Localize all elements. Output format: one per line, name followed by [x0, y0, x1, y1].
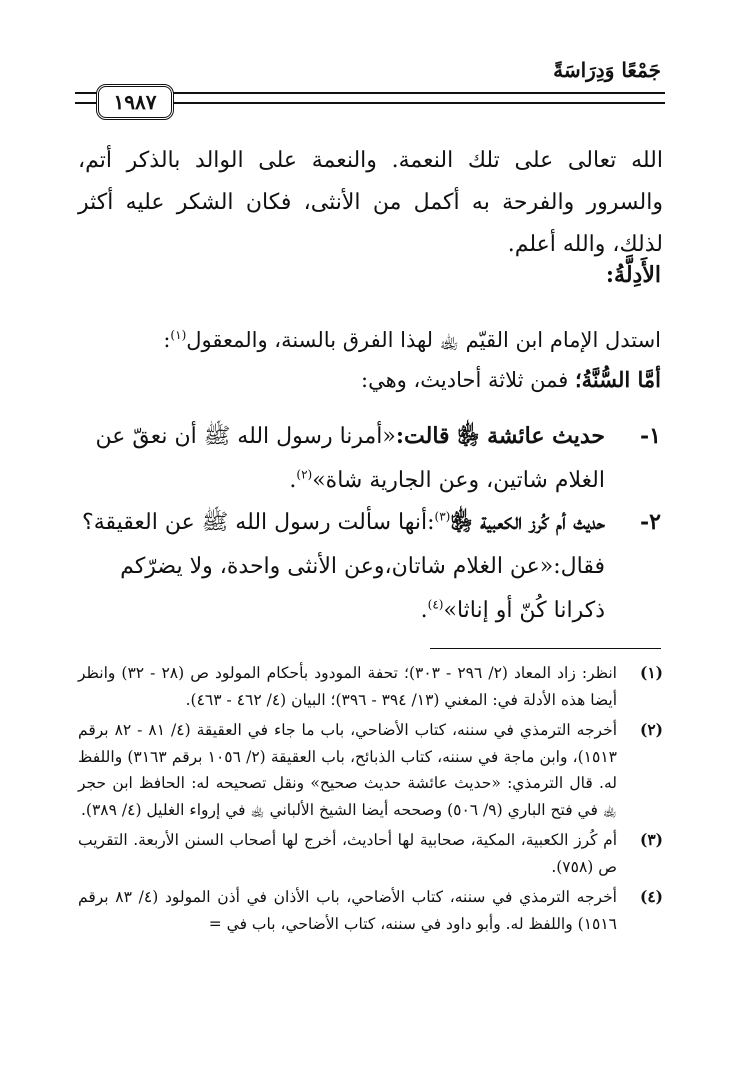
footnote-number: (٤) — [639, 887, 663, 906]
footnote-separator — [430, 648, 661, 649]
intro-line — [78, 320, 661, 360]
footnote-text: انظر: زاد المعاد (٢/ ٢٩٦ - ٣٠٣)؛ تحفة المودود بأحكام المولود ص (٢٨ - ٣٢) وانظر أيضا هذه الأدلة في: المغني (١٣/ ٣٩٤ - ٣٩٦)؛ البيان (٤/ ٤٦٢ - ٤٦٣). — [78, 664, 617, 709]
intro-colon: : — [163, 328, 171, 352]
item-lead: حديث أم كُرز الكعبية ﵂ — [450, 509, 605, 535]
footnote-text: أم كُرز الكعبية، المكية، صحابية لها أحاديث، أخرج لها أصحاب السنن الأربعة. التقريب ص (٧٥٨). — [78, 831, 617, 876]
footnote-3 — [78, 827, 663, 880]
footnote-2 — [78, 717, 663, 823]
hadith-item-1 — [78, 414, 661, 503]
sunnah-line — [78, 360, 661, 400]
footnote-number: (٣) — [639, 830, 663, 849]
opening-paragraph: الله تعالى على تلك النعمة. والنعمة على الوالد بالذكر أتم، والسرور والفرحة به أكمل من الأنثى، فكان الشكر عليه أكثر لذلك، والله أعلم. — [78, 148, 663, 257]
footnote-1 — [78, 660, 663, 713]
footnote-number: (١) — [639, 663, 663, 682]
item-number: ١- — [640, 423, 661, 449]
footnote-4 — [78, 884, 663, 937]
sunnah-rest: فمن ثلاثة أحاديث، وهي: — [361, 368, 575, 392]
intro-text: استدل الإمام ابن القيّم ﵀ لهذا الفرق بالسنة، والمعقول — [186, 328, 661, 352]
footnote-ref-4[interactable]: (٤) — [427, 597, 444, 612]
footnote-text: أخرجه الترمذي في سننه، كتاب الأضاحي، باب الأذان في أذن المولود (٤/ ٨٣ برقم ١٥١٦) واللفظ له. وأبو داود في سننه، كتاب الأضاحي، باب في = — [78, 888, 617, 933]
section-heading-evidence: الأَدِلَّةُ: — [605, 262, 661, 288]
footnote-ref-2[interactable]: (٢) — [296, 467, 313, 482]
footnote-text: أخرجه الترمذي في سننه، كتاب الأضاحي، باب ما جاء في العقيقة (٤/ ٨١ - ٨٢ برقم ١٥١٣)، وابن ماجة في سننه، كتاب الذبائح، باب العقيقة (٢/ ١٠٥٦ برقم ٣١٦٣) واللفظ له. قال الترمذي: «حديث عائشة حديث صحيح» ونقل تصحيحه له: الحافظ ابن حجر ﵀ في فتح الباري (٩/ ٥٠٦) وصححه أيضا الشيخ الألباني ﵀ في إرواء الغليل (٤/ ٣٨٩). — [78, 721, 617, 819]
running-header-title: جَمْعًا وَدِرَاسَةً — [553, 58, 661, 82]
hadith-item-2 — [78, 500, 661, 633]
footnote-number: (٢) — [639, 720, 663, 739]
intro-block — [78, 320, 661, 400]
sunnah-label: أمَّا السُّنَّةُ؛ — [574, 367, 661, 392]
item-end: . — [289, 468, 297, 493]
item-text — [78, 500, 605, 633]
page-number-badge: ١٩٨٧ — [96, 84, 174, 120]
footnotes-section — [78, 660, 663, 941]
item-lead: حديث عائشة ﵂ قالت: — [395, 423, 605, 449]
footnote-ref-1[interactable]: (١) — [170, 328, 187, 342]
item-number: ٢- — [640, 509, 661, 535]
item-body: :أنها سألت رسول الله ﷺ عن العقيقة؟فقال:«عن الغلام شاتان،وعن الأنثى واحدة، ولا يضرّكم ذكرانا كُنّ أو إناثا» — [82, 510, 605, 623]
item-quote: «أمرنا رسول الله ﷺ أن نعقّ عن الغلام شاتين، وعن الجارية شاة» — [95, 424, 605, 493]
footnote-ref-3[interactable]: (٣) — [434, 509, 451, 524]
item-text — [78, 414, 605, 503]
item-end: . — [420, 598, 428, 623]
